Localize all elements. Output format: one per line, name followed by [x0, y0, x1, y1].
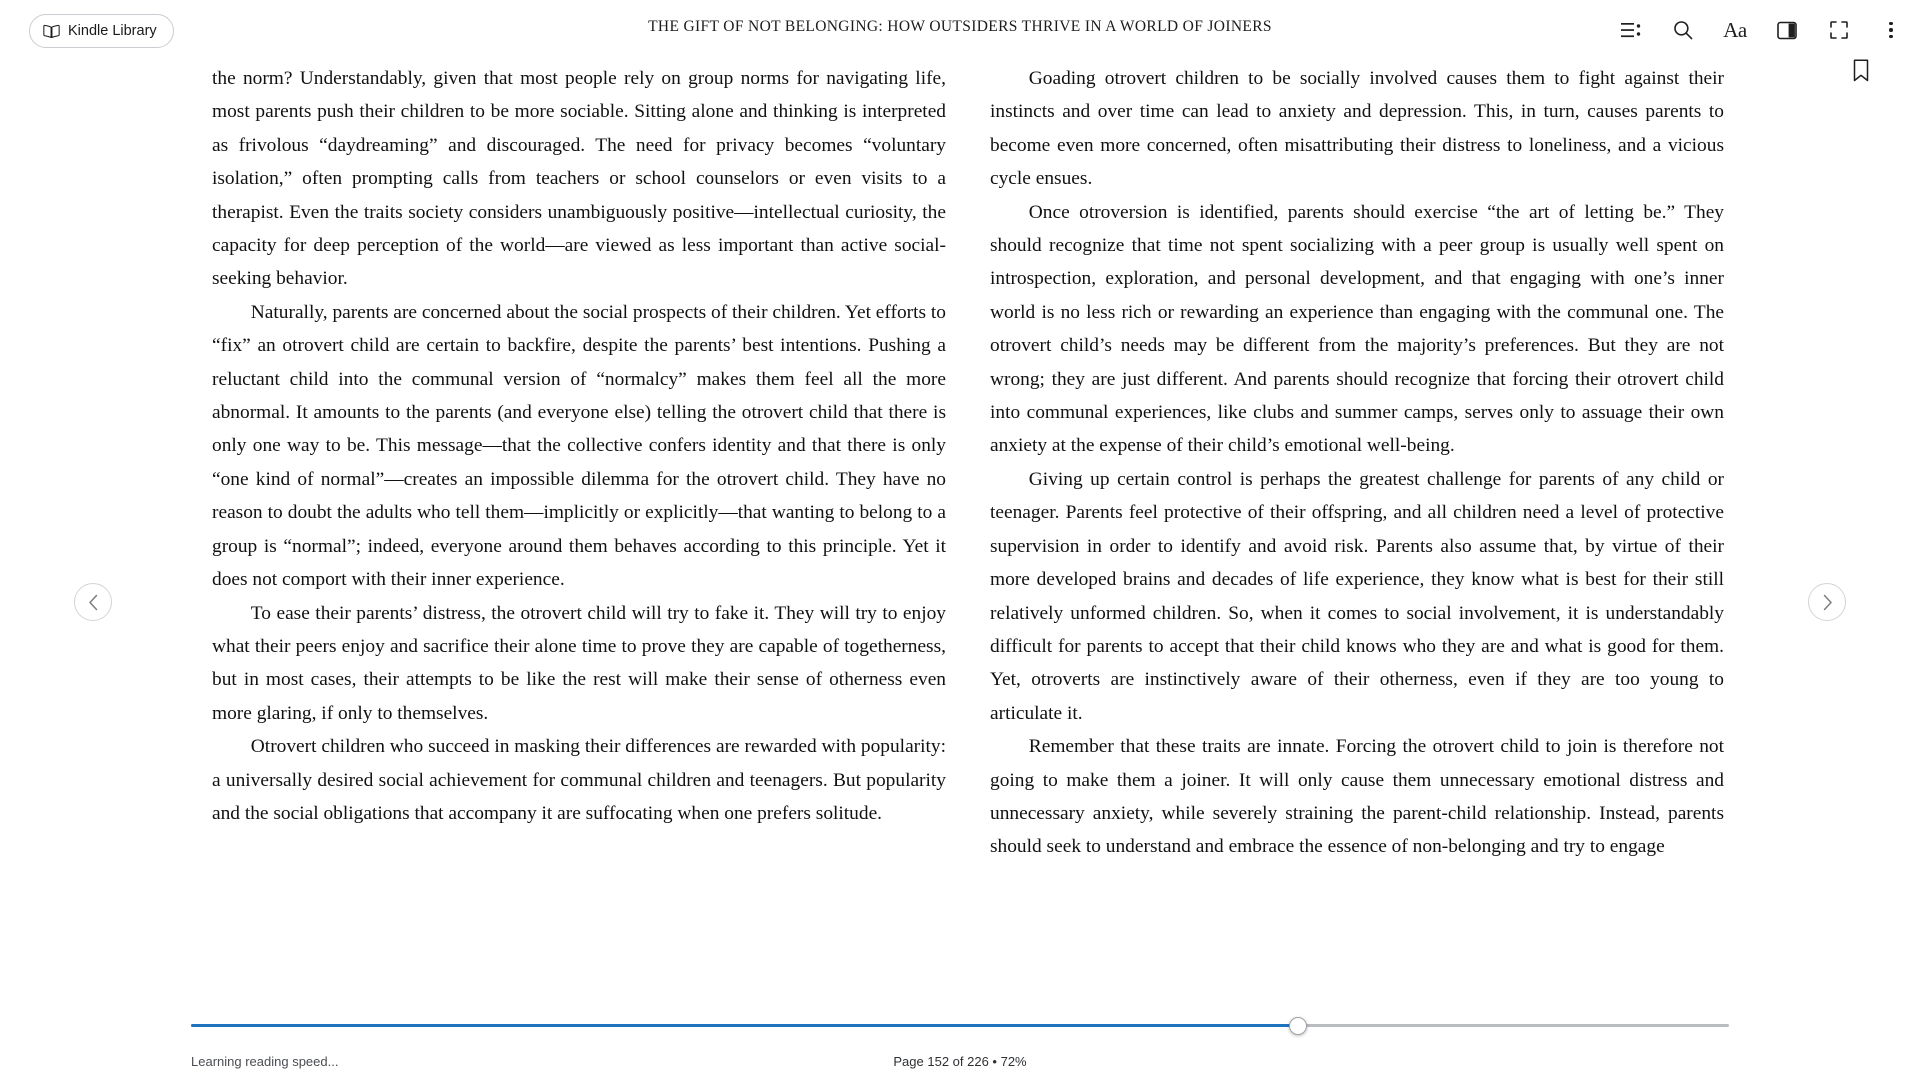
top-actions-group — [1616, 10, 1906, 50]
book-title: THE GIFT OF NOT BELONGING: HOW OUTSIDERS THRIVE IN A WORLD OF JOINERS — [648, 18, 1272, 35]
search-icon[interactable] — [1668, 15, 1698, 45]
table-of-contents-icon[interactable] — [1616, 15, 1646, 45]
paragraph: Once otroversion is identified, parents should exercise “the art of letting be.” They should recognize that time not spent socializing with a peer group is usually well spent on introspection, exploration, and personal development, and that engaging with one’s inner world is no less rich or rewarding an experience than engaging with the communal one. The otrovert child’s needs may be different from the majority’s preferences. But they are not wrong; they are just different. And parents should recognize that forcing their otrovert child into communal experiences, like clubs and summer camps, serves only to assuage their own anxiety at the expense of their child’s emotional well-being. — [990, 201, 1724, 457]
next-page-button[interactable] — [1808, 583, 1846, 621]
reading-progress-thumb[interactable] — [1289, 1017, 1307, 1035]
reading-speed-status: Learning reading speed... — [191, 1054, 339, 1069]
book-icon — [43, 24, 60, 39]
reading-pane — [0, 56, 1920, 996]
paragraph: the norm? Understandably, given that most people rely on group norms for navigating life, most parents push their children to be more sociable. Sitting alone and thinking is interpreted as frivolous “daydreaming” and discouraged. The need for privacy becomes “voluntary isolation,” often prompting calls from teachers or school counselors or even visits to a therapist. Even the traits society considers unambiguously positive—intellectual curiosity, the capacity for deep perception of the world—are viewed as less important than active social-seeking behavior. — [212, 68, 946, 290]
paragraph: Naturally, parents are concerned about the social prospects of their children. Yet efforts to “fix” an otrovert child are certain to backfire, despite the parents’ best intentions. Pushing a reluctant child into the communal version of “normalcy” makes them feel all the more abnormal. It amounts to the parents (and everyone else) telling the otrovert child that there is only one way to be. This message—that the collective confers identity and that there is only “one kind of normal”—creates an impossible dilemma for the otrovert child. They have no reason to doubt the adults who tell them—implicitly or explicitly—that wanting to belong to a group is “normal”; indeed, everyone around them behaves according to this principle. Yet it does not comport with their inner experience. — [212, 301, 946, 591]
reading-progress-slider[interactable] — [191, 1024, 1729, 1027]
paragraph: Giving up certain control is perhaps the greatest challenge for parents of any child or teenager. Parents feel protective of their offspring, and all children need a level of protective supervision in order to identify and avoid risk. Parents also assume that, by virtue of their more developed brains and decades of life experience, they know what is best for their still relatively unformed children. So, when it comes to social involvement, it is understandably difficult for parents to accept that their child knows who they are and what is good for them. Yet, otroverts are instinctively aware of their otherness, even if they are too young to articulate it. — [990, 468, 1724, 724]
side-panel-icon[interactable] — [1772, 15, 1802, 45]
paragraph: Otrovert children who succeed in masking their differences are rewarded with popularity: a universally desired social achievement for communal children and teenagers. But popularity and the social obligations that accompany it are suffocating when one prefers solitude. — [212, 736, 946, 824]
font-settings-label: Aa — [1723, 17, 1747, 42]
vertical-dots — [1889, 22, 1893, 39]
kindle-library-label: Kindle Library — [68, 23, 157, 39]
page-column-right — [990, 62, 1724, 864]
previous-page-button[interactable] — [74, 583, 112, 621]
bottom-toolbar — [0, 996, 1920, 1080]
kindle-library-button[interactable] — [29, 14, 174, 48]
paragraph: Remember that these traits are innate. Forcing the otrovert child to join is therefore not going to make them a joiner. It will only cause them unnecessary emotional distress and unnecessary anxiety, while severely straining the parent-child relationship. Instead, parents should seek to understand and embrace the essence of non-belonging and try to engage — [990, 736, 1724, 858]
more-options-icon[interactable] — [1876, 15, 1906, 45]
paragraph: To ease their parents’ distress, the otrovert child will try to fake it. They will try to enjoy what their peers enjoy and sacrifice their alone time to prove they are capable of togetherness, but in most cases, their attempts to be like the rest will make their sense of otherness even more glaring, if only to themselves. — [212, 602, 946, 724]
fullscreen-icon[interactable] — [1824, 15, 1854, 45]
page-location-label: Page 152 of 226 • 72% — [893, 1054, 1027, 1069]
reading-progress-fill — [191, 1024, 1298, 1027]
top-toolbar — [0, 0, 1920, 62]
page-column-left — [212, 62, 946, 830]
paragraph: Goading otrovert children to be socially involved causes them to fight against their instincts and over time can lead to anxiety and depression. This, in turn, causes parents to become even more concerned, often misattributing their distress to loneliness, and a vicious cycle ensues. — [990, 68, 1724, 190]
font-settings-icon[interactable] — [1720, 15, 1750, 45]
